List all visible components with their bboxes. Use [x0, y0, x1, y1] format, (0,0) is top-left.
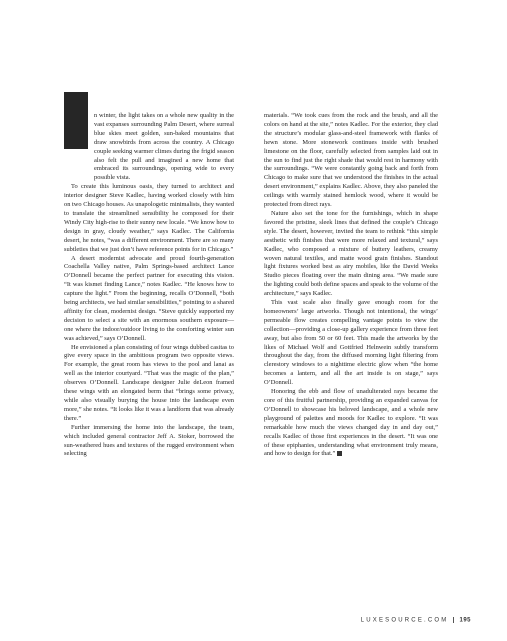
- article-paragraph: Further immersing the home into the landscape, the team, which included general contractor Jeff A. Stoker, borrowed the sun-weathered hues and textures of the rugged environment when selecting: [64, 423, 234, 458]
- article-paragraph: This vast scale also finally gave enough room for the homeowners’ large artworks. Though not intentional, the wings’ permeable flow creates compelling vantage points to view the collection—providing a close-up gallery experience from three feet away, but also from 50 or 60 feet. This made the artworks by the likes of Michael Wolf and Gottfried Helnwein subtly transform throughout the day, from the diffused morning light filtering from clerestory windows to a nighttime electric glow when “the home becomes a lantern, and all the art inside is on stage,” says O’Donnell.: [264, 299, 438, 387]
- article-paragraph: A desert modernist advocate and proud fourth-generation Coachella Valley native, Palm Springs-based architect Lance O’Donnell became the perfect partner for executing this vision. “It was kismet finding Lance,” notes Kadlec. “He knows how to capture the light.” From the beginning, recalls O’Donnell, “both being architects, we had similar sensibilities,” pointing to a shared affinity for clean, modernist design. “Steve quickly supported my decision to select a site with an enormous southern exposure—one where the indoor/outdoor living to the comforting winter sun was achieved,” says O’Donnell.: [64, 254, 234, 342]
- article-paragraph: He envisioned a plan consisting of four wings dubbed casitas to give every space in the ambitious program two opposite views. For example, the great room has views to the pool and lanai as well as the interior courtyard. “That was the magic of the plan,” observes O’Donnell. Landscape designer Julie deLeon framed these wings with an elongated berm that “brings some privacy, while also visually burying the house into the landscape even more,” she notes. “It looks like it was a landform that was already there.”: [64, 343, 234, 422]
- footer-site: LUXESOURCE.COM: [360, 617, 449, 624]
- article-column-right: [264, 112, 438, 459]
- page-number: 195: [459, 617, 471, 624]
- article-paragraph: To create this luminous oasis, they turned to architect and interior designer Steve Kadlec, having worked closely with him on two Chicago houses. As unapologetic minimalists, they wanted to translate the streamlined sensibility he composed for their Windy City high-rise to their sunny new locale. “We know how to design in gray, cloudy weather,” says Kadlec. The California desert, he notes, “was a different environment. There are so many subtleties that we just don’t have reference points for in Chicago.”: [64, 183, 234, 253]
- footer-divider: [453, 617, 454, 623]
- article-paragraph-last: [264, 388, 438, 459]
- end-mark-icon: [337, 451, 342, 456]
- article-column-left: [64, 112, 234, 459]
- article-paragraph: n winter, the light takes on a whole new quality in the vast expanses surrounding Palm Desert, where surreal blue skies meet golden, sun-baked mountains that draw snowbirds from across the country. A Chicago couple seeking warmer climes during the frigid season also felt the pull and imagined a new home that embraced its surroundings, opening wide to every possible vista.: [94, 112, 234, 182]
- article-paragraph-text: Honoring the ebb and flow of unadulterated rays became the core of this fruitful partnership, providing an expanded canvas for O’Donnell to showcase his beloved landscape, and a whole new playground of palettes and moods for Kadlec to explore. “It was remarkable how much the views changed day in and day out,” recalls Kadlec of those first experiences in the desert. “It was one of these epiphanies, understanding what environment truly means, and how to design for that.”: [264, 388, 438, 458]
- page-footer: [361, 617, 471, 624]
- article-paragraph: materials. “We took cues from the rock and the brush, and all the colors on hand at the site,” notes Kadlec. For the exterior, they clad the structure’s modular glass-and-steel framework with flanks of hewn stone. More stonework continues inside with brushed limestone on the floor, carefully selected from samples laid out in the sun to find just the right shade that would rest in harmony with the surroundings. “We were constantly going back and forth from Chicago to make sure that we understood the finishes in the actual desert environment,” explains Kadlec. Above, they also paneled the ceilings with warmly stained hemlock wood, where it would be protected from direct rays.: [264, 112, 438, 209]
- article-paragraph: Nature also set the tone for the furnishings, which in shape favored the pristine, sleek lines that defined the couple’s Chicago style. The desert, however, invited the team to rethink “this simple aesthetic with finishes that were more relaxed and textural,” says Kadlec, who composed a mixture of buttery leathers, creamy woven natural textiles, and matte wood grain finishes. Standout light fixtures worked best as airy mobiles, like the David Weeks Studio pieces floating over the main dining area. “We made sure the lighting could both define spaces and speak to the volume of the architecture,” says Kadlec.: [264, 209, 438, 298]
